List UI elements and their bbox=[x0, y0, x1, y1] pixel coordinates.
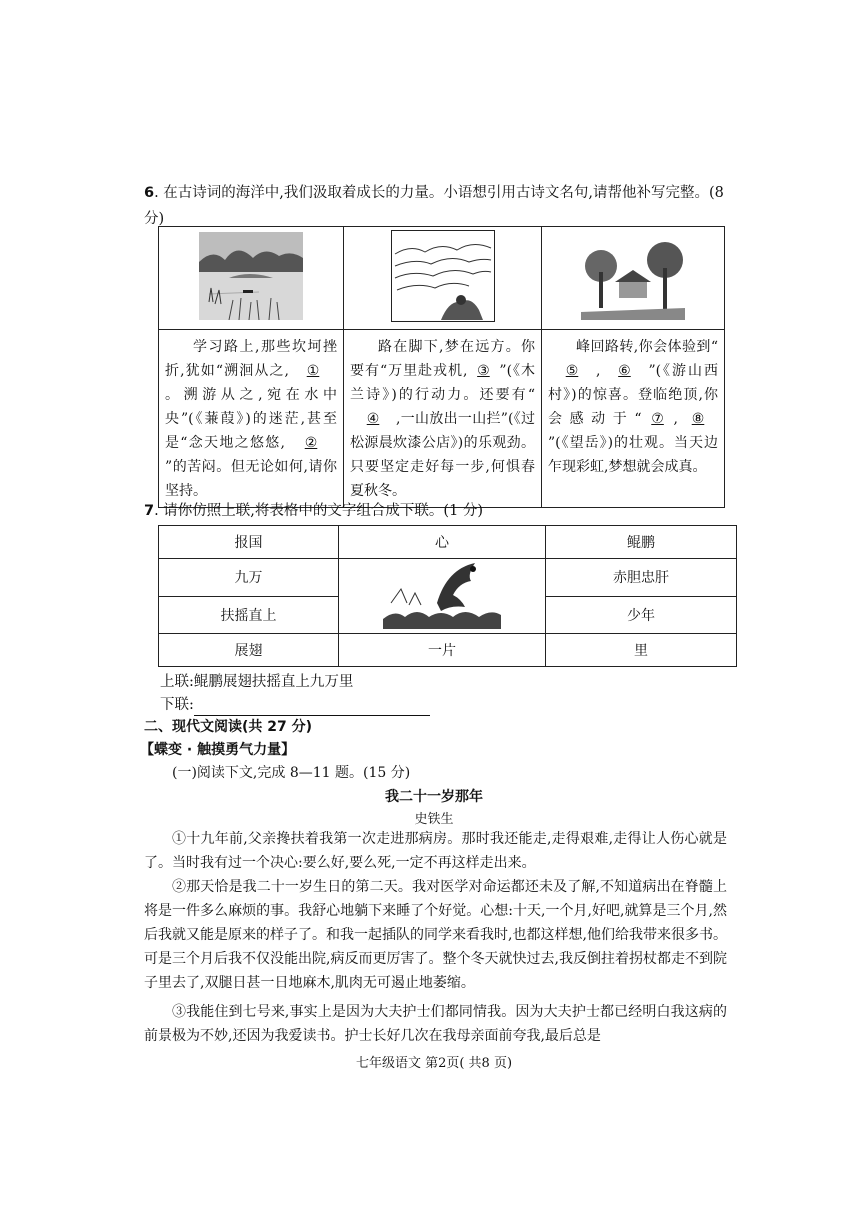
table-image-cell bbox=[542, 227, 725, 330]
answer-blank-5[interactable]: ⑤ bbox=[565, 363, 579, 379]
couplet-cell: 扶摇直上 bbox=[159, 596, 339, 634]
cell-text: ”(《游山西村》)的惊喜。登临绝顶,你会感动于“ bbox=[548, 363, 718, 427]
question-number: 7 bbox=[144, 503, 155, 519]
question-number: 6 bbox=[144, 185, 155, 201]
cell-text: 路在脚下,梦在远方。你要有“万里赴戎机, bbox=[350, 339, 535, 379]
upper-couplet: 上联:鲲鹏展翅扶摇直上九万里 bbox=[160, 674, 354, 690]
answer-blank-6[interactable]: ⑥ bbox=[618, 363, 631, 379]
article-title: 我二十一岁那年 bbox=[385, 789, 483, 805]
lower-couplet-line bbox=[160, 694, 430, 716]
answer-blank-2[interactable]: ② bbox=[304, 435, 318, 451]
lower-couplet-answer-field[interactable] bbox=[194, 701, 430, 716]
couplet-cell: 赤胆忠肝 bbox=[546, 559, 737, 597]
answer-blank-1[interactable]: ① bbox=[306, 363, 320, 379]
mountain-pass-illustration bbox=[391, 230, 495, 322]
article-paragraph-3: ③我能住到七号来,事实上是因为大夫护士们都同情我。因为大夫护士都已经明白我这病的前景极为不妙,还因为我爱读书。护士长好几次在我母亲面前夸我,最后总是 bbox=[144, 1004, 727, 1044]
question-text: . 在古诗词的海洋中,我们汲取着成长的力量。小语想引用古诗文名句,请帮他补写完整。(8 分) bbox=[144, 185, 724, 227]
cell-text: ,一山放出一山拦”(《过松源晨炊漆公店》)的乐观劲。只要坚定走好每一步,何惧春夏秋冬。 bbox=[350, 411, 535, 499]
lake-landscape-illustration bbox=[199, 232, 303, 320]
unit-heading: 【蝶变 · 触摸勇气力量】 bbox=[140, 742, 296, 758]
lower-couplet-label: 下联: bbox=[160, 697, 194, 713]
answer-blank-8[interactable]: ⑧ bbox=[691, 411, 705, 427]
poetry-cell-3 bbox=[542, 330, 725, 508]
cell-text: 。溯游从之,宛在水中央”(《蒹葭》)的迷茫,甚至是“念天地之悠悠, bbox=[165, 387, 337, 451]
couplet-cell: 里 bbox=[546, 634, 737, 667]
cell-text: ”的苦闷。但无论如何,请你坚持。 bbox=[165, 459, 337, 499]
cell-text: 学习路上,那些坎坷挫折,犹如“溯洄从之, bbox=[165, 339, 337, 379]
cell-text: , bbox=[596, 363, 601, 379]
couplet-image-cell bbox=[339, 559, 546, 634]
reading-instruction: (一)阅读下文,完成 8—11 题。(15 分) bbox=[172, 765, 411, 781]
question-7-prompt bbox=[144, 500, 483, 522]
cell-text: , bbox=[673, 411, 678, 427]
article-paragraph-2: ②那天恰是我二十一岁生日的第二天。我对医学对命运都还未及了解,不知道病出在脊髓上将是一件多么麻烦的事。我舒心地躺下来睡了个好觉。心想:十天,一个月,好吧,就算是三个月,然后我就又能是原来的样子了。和我一起插队的同学来看我时,也都这样想,他们给我带来很多书。可是三个月后我不仅没能出院,病反而更厉害了。整个冬天就快过去,我反倒拄着拐杖都走不到院子里去了,双腿日甚一日地麻木,肌肉无可遏止地萎缩。 bbox=[144, 879, 727, 991]
couplet-cell: 鲲鹏 bbox=[546, 526, 737, 559]
couplet-table bbox=[158, 525, 737, 667]
couplet-cell: 一片 bbox=[339, 634, 546, 667]
table-image-cell bbox=[159, 227, 344, 330]
article-author: 史铁生 bbox=[414, 812, 454, 827]
question-6-prompt bbox=[144, 180, 730, 232]
answer-blank-4[interactable]: ④ bbox=[366, 411, 380, 427]
village-trees-illustration bbox=[581, 232, 685, 320]
poetry-cell-2 bbox=[344, 330, 542, 508]
poetry-table bbox=[158, 226, 725, 508]
poetry-cell-1 bbox=[159, 330, 344, 508]
page-footer: 七年级语文 第2页( 共8 页) bbox=[355, 1056, 513, 1071]
couplet-cell: 报国 bbox=[159, 526, 339, 559]
eagle-over-sea-illustration bbox=[381, 559, 503, 629]
couplet-cell: 九万 bbox=[159, 559, 339, 597]
question-text: . 请你仿照上联,将表格中的文字组合成下联。(1 分) bbox=[154, 503, 484, 519]
cell-text: 峰回路转,你会体验到“ bbox=[576, 339, 718, 355]
answer-blank-7[interactable]: ⑦ bbox=[651, 411, 664, 427]
couplet-cell: 少年 bbox=[546, 596, 737, 634]
section-heading: 二、现代文阅读(共 27 分) bbox=[144, 719, 313, 735]
article-paragraph-1: ①十九年前,父亲搀扶着我第一次走进那病房。那时我还能走,走得艰难,走得让人伤心就是了。当时我有过一个决心:要么好,要么死,一定不再这样走出来。 bbox=[144, 831, 727, 871]
table-image-cell bbox=[344, 227, 542, 330]
couplet-cell: 心 bbox=[339, 526, 546, 559]
couplet-cell: 展翅 bbox=[159, 634, 339, 667]
answer-blank-3[interactable]: ③ bbox=[477, 363, 490, 379]
cell-text: ”(《望岳》)的壮观。当天边乍现彩虹,梦想就会成真。 bbox=[548, 435, 718, 475]
cell-text: ”(《木兰诗》)的行动力。还要有“ bbox=[350, 363, 535, 403]
